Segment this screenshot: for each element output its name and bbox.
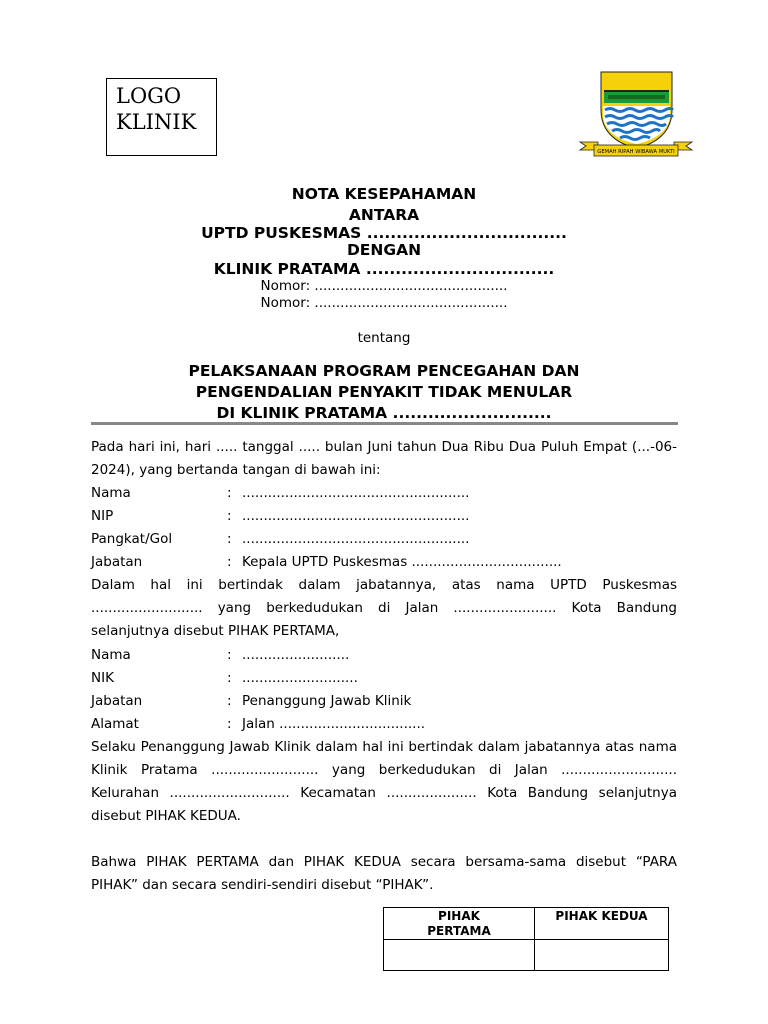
party1-description: Dalam hal ini bertindak dalam jabatannya, atas nama UPTD Puskesmas .......................... yang berkedudukan di Jalan ........................ Kota Bandung selanjutnya disebut PIHAK PERTAMA, [91, 577, 677, 639]
nomor-line-2: Nomor: ............................................. [260, 295, 508, 311]
subject-line-3: DI KLINIK PRATAMA ........................... [216, 404, 552, 422]
party1-row-nip: NIP : ..................................................... [91, 508, 470, 524]
title-line-3: UPTD PUSKESMAS .................................. [201, 224, 567, 242]
horizontal-divider [91, 422, 678, 425]
party2-description: Selaku Penanggung Jawab Klinik dalam hal ini bertindak dalam jabatannya atas nama Klinik Pratama ......................... yang berkedudukan di Jalan ........................... Kelurahan ............................ Kecamatan ..................... Kota Bandung selanjutnya disebut PIHAK KEDUA. [91, 739, 677, 824]
closing-paragraph: Bahwa PIHAK PERTAMA dan PIHAK KEDUA secara bersama-sama disebut “PARA PIHAK” dan secara sendiri-sendiri disebut “PIHAK”. [91, 854, 677, 893]
title-line-1: NOTA KESEPAHAMAN [291, 185, 477, 203]
subject-line-1: PELAKSANAAN PROGRAM PENCEGAHAN DAN [188, 362, 580, 380]
intro-paragraph: Pada hari ini, hari ..... tanggal ..... bulan Juni tahun Dua Ribu Dua Puluh Empat (...-06-2024), yang bertanda tangan di bawah ini: [91, 439, 677, 478]
title-line-4: DENGAN [346, 241, 422, 259]
emblem-motto: GEMAH RIPAH WIBAWA MUKTI [597, 149, 675, 155]
table-header-pihak-pertama: PIHAK PERTAMA [384, 908, 535, 940]
party1-row-position: Jabatan : Kepala UPTD Puskesmas ................................... [91, 554, 562, 570]
title-line-2: ANTARA [348, 206, 420, 224]
logo-line-2: KLINIK [116, 110, 197, 134]
title-line-5: KLINIK PRATAMA ................................ [213, 260, 555, 278]
clinic-logo-placeholder [106, 78, 217, 156]
party2-row-address: Alamat : Jalan .................................. [91, 716, 426, 732]
party1-row-name: Nama : ..................................................... [91, 485, 470, 501]
party2-row-nik: NIK : ........................... [91, 670, 358, 686]
tentang-label: tentang [357, 330, 411, 346]
table-header-pihak-kedua: PIHAK KEDUA [535, 908, 669, 940]
party2-row-name: Nama : ......................... [91, 647, 350, 663]
party1-row-rank: Pangkat/Gol : ..................................................... [91, 531, 470, 547]
nomor-line-1: Nomor: ............................................. [260, 278, 508, 294]
subject-line-2: PENGENDALIAN PENYAKIT TIDAK MENULAR [195, 383, 573, 401]
table-cell-pihak-kedua [535, 940, 669, 971]
table-cell-pihak-pertama [384, 940, 535, 971]
signature-table [383, 907, 669, 971]
bandung-city-emblem-icon [578, 70, 694, 160]
logo-line-1: LOGO [116, 84, 182, 108]
party2-row-position: Jabatan : Penanggung Jawab Klinik [91, 693, 412, 709]
